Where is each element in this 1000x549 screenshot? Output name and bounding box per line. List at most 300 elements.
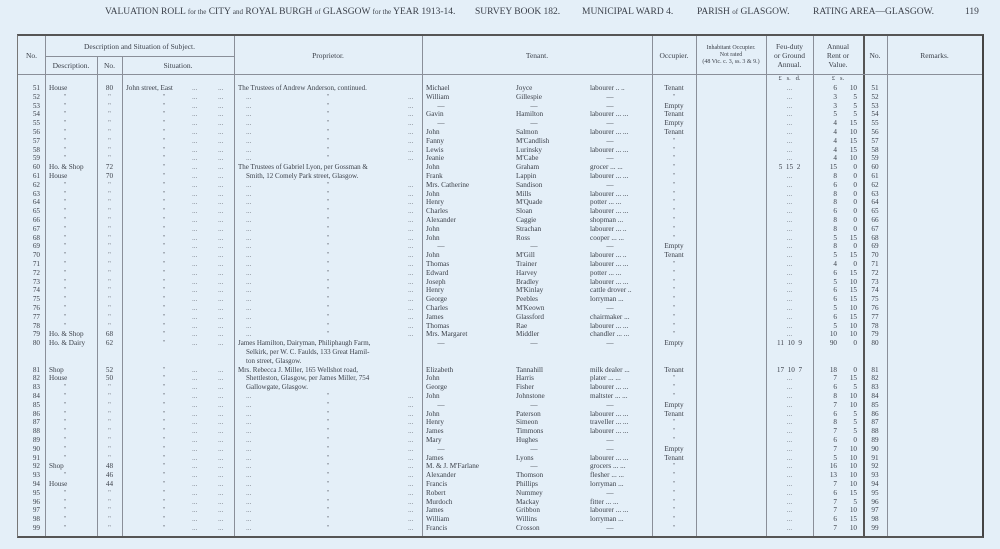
dots: ... xyxy=(246,330,252,339)
feu-duty: ... xyxy=(786,286,793,295)
house-number: " xyxy=(108,136,111,145)
proprietor: " xyxy=(326,180,330,189)
row-number: 94 xyxy=(32,480,40,488)
proprietor: " xyxy=(326,189,330,198)
header-inhabitant-occupier xyxy=(696,36,766,74)
occupier-status: " xyxy=(672,321,676,330)
rent-shillings: 15 xyxy=(849,374,857,383)
feu-duty: ... xyxy=(786,198,793,207)
tenant-surname: Crosson xyxy=(516,524,540,532)
tenant-surname: Hamilton xyxy=(516,110,544,119)
rent-pounds: 6 xyxy=(833,295,837,304)
dots: ... xyxy=(192,101,198,110)
house-number: 62 xyxy=(105,339,114,348)
dots: ... xyxy=(218,383,224,392)
proprietor: " xyxy=(326,242,330,251)
tenant-occupation: fitter ... ... xyxy=(590,497,619,506)
table-row xyxy=(18,462,982,471)
description: House xyxy=(49,172,68,180)
description: " xyxy=(63,251,67,260)
description: " xyxy=(63,488,67,497)
tenant-surname: Harvey xyxy=(516,268,538,277)
row-number: 81 xyxy=(32,365,40,374)
dots: ... xyxy=(218,339,224,348)
situation: " xyxy=(162,471,166,480)
dots: ... xyxy=(192,304,198,312)
tenant-first-name: John xyxy=(426,128,440,136)
tenant-first-name: Alexander xyxy=(426,471,456,480)
row-number-right: 76 xyxy=(871,304,879,312)
tenant-first-name: — xyxy=(437,101,445,110)
rent-pounds: 8 xyxy=(833,224,837,233)
rent-shillings: 5 xyxy=(853,101,857,110)
rent-pounds: 6 xyxy=(833,207,837,216)
dots: ... xyxy=(192,462,198,471)
proprietor: " xyxy=(326,506,330,515)
row-number: 79 xyxy=(32,330,40,339)
house-number: " xyxy=(108,207,111,216)
rent-pounds: 5 xyxy=(833,251,837,260)
situation: " xyxy=(162,374,166,383)
description: " xyxy=(63,400,67,409)
proprietor: " xyxy=(326,251,330,260)
tenant-occupation: labourer ... ... xyxy=(590,277,629,286)
tenant-surname: Willins xyxy=(516,515,537,524)
rent-shillings: 0 xyxy=(853,216,857,224)
dots: ... xyxy=(246,312,252,321)
dots: ... xyxy=(408,136,414,145)
situation: " xyxy=(162,312,166,321)
description: " xyxy=(63,189,67,198)
row-number-right: 91 xyxy=(871,453,879,462)
row-number-right: 70 xyxy=(871,251,879,260)
house-number: " xyxy=(108,268,111,277)
tenant-occupation: labourer ... .. xyxy=(590,251,627,260)
tenant-occupation: labourer ... ... xyxy=(590,427,629,436)
proprietor: " xyxy=(326,524,330,532)
situation: " xyxy=(162,480,166,488)
occupier-status: " xyxy=(672,216,676,224)
proprietor-line: ton street, Glasgow. xyxy=(246,356,302,365)
description: " xyxy=(63,119,67,128)
dots: ... xyxy=(192,374,198,383)
dots: ... xyxy=(246,471,252,480)
dots: ... xyxy=(218,189,224,198)
tenant-first-name: Frank xyxy=(426,172,443,180)
row-number-right: 94 xyxy=(871,480,879,488)
proprietor: Gallowgate, Glasgow. xyxy=(246,383,308,392)
occupier-status: " xyxy=(672,506,676,515)
tenant-occupation: potter ... ... xyxy=(590,268,622,277)
tenant-first-name: M. & J. M'Farlane xyxy=(426,462,480,471)
tenant-first-name: John xyxy=(426,374,440,383)
occupier-status: Tenant xyxy=(664,84,684,92)
proprietor: " xyxy=(326,233,330,242)
proprietor: " xyxy=(326,471,330,480)
rent-shillings: 15 xyxy=(849,145,857,154)
dots: ... xyxy=(218,418,224,427)
dots: ... xyxy=(218,462,224,471)
feu-duty: ... xyxy=(786,172,793,180)
dots: ... xyxy=(192,480,198,488)
proprietor: " xyxy=(326,277,330,286)
occupier-status: " xyxy=(672,277,676,286)
tenant-occupation: labourer ... ... xyxy=(590,409,629,418)
rent-shillings: 0 xyxy=(853,339,857,348)
tenant-surname: Gillespie xyxy=(516,92,542,101)
header-remarks: Remarks. xyxy=(920,50,949,60)
row-number: 54 xyxy=(32,110,40,119)
rent-pounds: 7 xyxy=(833,427,837,436)
row-number: 95 xyxy=(32,488,40,497)
dots: ... xyxy=(408,444,414,453)
rent-shillings: 0 xyxy=(853,163,857,172)
proprietor: " xyxy=(326,427,330,436)
tenant-first-name: Edward xyxy=(426,268,449,277)
house-number: " xyxy=(108,418,111,427)
tenant-first-name: William xyxy=(426,515,450,524)
tenant-surname: Hughes xyxy=(516,436,538,444)
situation: " xyxy=(162,488,166,497)
situation: " xyxy=(162,506,166,515)
situation: John street, East xyxy=(126,84,173,92)
tenant-first-name: Thomas xyxy=(426,260,450,268)
tenant-first-name: Charles xyxy=(426,207,448,216)
situation: " xyxy=(162,128,166,136)
occupier-status: Tenant xyxy=(664,409,684,418)
dots: ... xyxy=(218,84,224,92)
row-number-right: 64 xyxy=(871,198,879,207)
row-number: 64 xyxy=(32,198,40,207)
tenant-occupation: labourer ... .. xyxy=(590,224,627,233)
tenant-occupation: — xyxy=(606,304,614,312)
row-number: 85 xyxy=(32,400,40,409)
tenant-occupation: — xyxy=(606,101,614,110)
rent-pounds: 15 xyxy=(829,163,837,172)
occupier-status: " xyxy=(672,330,676,339)
rent-shillings: 0 xyxy=(853,224,857,233)
feu-duty: ... xyxy=(786,515,793,524)
feu-duty: ... xyxy=(786,436,793,444)
house-number: " xyxy=(108,427,111,436)
feu-duty: ... xyxy=(786,277,793,286)
proprietor: " xyxy=(326,409,330,418)
tenant-surname: M'Gill xyxy=(516,251,535,260)
row-number: 93 xyxy=(32,471,40,480)
tenant-surname: Mackay xyxy=(516,497,540,506)
dots: ... xyxy=(192,110,198,119)
tenant-occupation: — xyxy=(606,436,614,444)
description: " xyxy=(63,506,67,515)
row-number-right: 93 xyxy=(871,471,879,480)
tenant-first-name: Francis xyxy=(426,480,448,488)
row-number-right: 95 xyxy=(871,488,879,497)
rent-pounds: 4 xyxy=(833,136,837,145)
house-number: 46 xyxy=(105,471,114,480)
table-row xyxy=(18,128,982,137)
occupier-status: " xyxy=(672,304,676,312)
rent-shillings: 15 xyxy=(849,295,857,304)
row-number-right: 69 xyxy=(871,242,879,251)
row-number-right: 88 xyxy=(871,427,879,436)
row-number: 78 xyxy=(32,321,40,330)
description: House xyxy=(49,84,68,92)
rent-pounds: 6 xyxy=(833,515,837,524)
table-row xyxy=(18,374,982,383)
tenant-surname: Thomson xyxy=(516,471,544,480)
occupier-status: " xyxy=(672,471,676,480)
tenant-first-name: James xyxy=(426,312,444,321)
dots: ... xyxy=(218,444,224,453)
tenant-occupation: milk dealer ... xyxy=(590,365,630,374)
tenant-occupation: lorryman ... xyxy=(590,515,624,524)
situation: " xyxy=(162,154,166,163)
tenant-first-name: Mrs. Margaret xyxy=(426,330,468,339)
rent-shillings: 10 xyxy=(849,444,857,453)
rent-pounds: 10 xyxy=(829,330,837,339)
proprietor: " xyxy=(326,260,330,268)
rent-pounds: 6 xyxy=(833,312,837,321)
situation: " xyxy=(162,198,166,207)
tenant-first-name: Francis xyxy=(426,524,448,532)
header-feu-line3: Annual. xyxy=(777,59,802,69)
tenant-surname: — xyxy=(530,400,538,409)
rent-pounds: 18 xyxy=(829,365,837,374)
dots: ... xyxy=(408,101,414,110)
rent-pounds: 7 xyxy=(833,444,837,453)
situation: " xyxy=(162,321,166,330)
table-row xyxy=(18,260,982,269)
feu-duty: ... xyxy=(786,154,793,163)
dots: ... xyxy=(246,145,252,154)
occupier-status: Empty xyxy=(664,242,684,251)
header-description: Description. xyxy=(52,60,90,70)
dots: ... xyxy=(192,260,198,268)
rent-shillings: 10 xyxy=(849,524,857,532)
rent-shillings: 0 xyxy=(853,180,857,189)
rent-pounds: 7 xyxy=(833,480,837,488)
dots: ... xyxy=(408,216,414,224)
proprietor: " xyxy=(326,515,330,524)
dots: ... xyxy=(192,242,198,251)
description: " xyxy=(63,392,67,400)
table-row xyxy=(18,154,982,163)
dots: ... xyxy=(218,480,224,488)
house-number: " xyxy=(108,312,111,321)
header-inhabitant-line1: Inhabitant Occupier. xyxy=(706,44,756,51)
tenant-occupation: labourer ... ... xyxy=(590,506,629,515)
tenant-surname: Caggie xyxy=(516,216,537,224)
rent-pounds: 8 xyxy=(833,189,837,198)
dots: ... xyxy=(218,312,224,321)
tenant-first-name: Alexander xyxy=(426,216,456,224)
tenant-surname: Phillips xyxy=(516,480,538,488)
situation: " xyxy=(162,268,166,277)
dots: ... xyxy=(246,180,252,189)
description: " xyxy=(63,497,67,506)
dots: ... xyxy=(192,427,198,436)
dots: ... xyxy=(218,136,224,145)
tenant-first-name: — xyxy=(437,242,445,251)
situation: " xyxy=(162,233,166,242)
rent-pounds: 6 xyxy=(833,286,837,295)
tenant-surname: Joyce xyxy=(516,84,533,92)
feu-duty: 11 10 9 xyxy=(777,339,802,348)
dots: ... xyxy=(246,427,252,436)
house-number: " xyxy=(108,304,111,312)
table-row xyxy=(18,322,982,331)
description: House xyxy=(49,374,68,383)
survey-book: SURVEY BOOK 182. xyxy=(475,7,561,17)
occupier-status: " xyxy=(672,436,676,444)
dots: ... xyxy=(218,180,224,189)
tenant-occupation: grocer ... ... xyxy=(590,163,623,172)
rent-pounds: 6 xyxy=(833,409,837,418)
rent-pounds: 4 xyxy=(833,260,837,268)
house-number: " xyxy=(108,436,111,444)
rent-shillings: 15 xyxy=(849,286,857,295)
situation: " xyxy=(162,418,166,427)
table-row xyxy=(18,286,982,295)
rent-pounds: 4 xyxy=(833,154,837,163)
description: " xyxy=(63,304,67,312)
dots: ... xyxy=(246,277,252,286)
feu-units: £ s. d. xyxy=(778,75,801,82)
description: " xyxy=(63,92,67,101)
house-number: " xyxy=(108,224,111,233)
situation: " xyxy=(162,497,166,506)
tenant-surname: M'Cabe xyxy=(516,154,539,163)
dots: ... xyxy=(246,128,252,136)
dots: ... xyxy=(408,233,414,242)
dots: ... xyxy=(246,295,252,304)
header-inhabitant-line3: (48 Vic. c. 3, ss. 3 & 9.) xyxy=(702,58,760,65)
description: " xyxy=(63,383,67,392)
dots: ... xyxy=(218,163,224,172)
rent-pounds: 6 xyxy=(833,436,837,444)
dots: ... xyxy=(408,524,414,532)
row-number: 65 xyxy=(32,207,40,216)
table-row xyxy=(18,269,982,278)
feu-duty: ... xyxy=(786,418,793,427)
tenant-first-name: Charles xyxy=(426,304,448,312)
tenant-occupation: potter ... ... xyxy=(590,198,622,207)
house-number: " xyxy=(108,251,111,260)
table-row xyxy=(18,295,982,304)
row-number-right: 67 xyxy=(871,224,879,233)
dots: ... xyxy=(218,216,224,224)
dots: ... xyxy=(192,233,198,242)
rent-shillings: 0 xyxy=(853,436,857,444)
rent-shillings: 10 xyxy=(849,330,857,339)
tenant-first-name: George xyxy=(426,295,448,304)
feu-duty: ... xyxy=(786,304,793,312)
row-number-right: 72 xyxy=(871,268,879,277)
occupier-status: " xyxy=(672,312,676,321)
dots: ... xyxy=(192,216,198,224)
rating-area: RATING AREA—GLASGOW. xyxy=(813,7,935,17)
table-row xyxy=(18,84,982,93)
proprietor: " xyxy=(326,268,330,277)
dots: ... xyxy=(246,136,252,145)
dots: ... xyxy=(192,251,198,260)
tenant-surname: M'Candlish xyxy=(516,136,550,145)
tenant-surname: Paterson xyxy=(516,409,541,418)
dots: ... xyxy=(192,286,198,295)
situation: " xyxy=(162,304,166,312)
table-row xyxy=(18,163,982,172)
tenant-occupation: lorryman ... xyxy=(590,295,624,304)
situation: " xyxy=(162,216,166,224)
table-row xyxy=(18,480,982,489)
rent-pounds: 4 xyxy=(833,128,837,136)
rent-pounds: 5 xyxy=(833,453,837,462)
row-number: 58 xyxy=(32,145,40,154)
table-row xyxy=(18,524,982,533)
table-row xyxy=(18,304,982,313)
tenant-first-name: William xyxy=(426,92,450,101)
rent-shillings: 10 xyxy=(849,154,857,163)
description: Shop xyxy=(49,462,64,471)
feu-duty: 5 15 2 xyxy=(778,163,801,172)
proprietor: " xyxy=(326,136,330,145)
house-number: " xyxy=(108,506,111,515)
row-number: 88 xyxy=(32,427,40,436)
occupier-status: " xyxy=(672,374,676,383)
rent-shillings: 15 xyxy=(849,515,857,524)
dots: ... xyxy=(218,198,224,207)
dots: ... xyxy=(192,497,198,506)
dots: ... xyxy=(408,330,414,339)
row-number-right: 71 xyxy=(871,260,879,268)
house-number: " xyxy=(108,497,111,506)
row-number: 71 xyxy=(32,260,40,268)
dots: ... xyxy=(218,154,224,163)
tenant-first-name: John xyxy=(426,224,440,233)
occupier-status: " xyxy=(672,224,676,233)
situation: " xyxy=(162,524,166,532)
dots: ... xyxy=(192,180,198,189)
house-number: 48 xyxy=(105,462,114,471)
occupier-status: Tenant xyxy=(664,251,684,260)
rent-shillings: 5 xyxy=(853,110,857,119)
dots: ... xyxy=(192,506,198,515)
rent-pounds: 16 xyxy=(829,462,837,471)
house-number: " xyxy=(108,400,111,409)
house-number: " xyxy=(108,321,111,330)
description: " xyxy=(63,180,67,189)
dots: ... xyxy=(218,224,224,233)
dots: ... xyxy=(192,339,198,348)
tenant-surname: Glassford xyxy=(516,312,544,321)
table-row xyxy=(18,216,982,225)
tenant-occupation: traveller ... ... xyxy=(590,418,629,427)
row-number: 59 xyxy=(32,154,40,163)
situation: " xyxy=(162,444,166,453)
dots: ... xyxy=(408,180,414,189)
rent-pounds: 8 xyxy=(833,216,837,224)
dots: ... xyxy=(218,497,224,506)
tenant-occupation: — xyxy=(606,136,614,145)
proprietor: " xyxy=(326,128,330,136)
situation: " xyxy=(162,462,166,471)
tenant-occupation: labourer ... ... xyxy=(590,321,629,330)
row-number: 62 xyxy=(32,180,40,189)
row-number: 70 xyxy=(32,251,40,260)
tenant-first-name: Henry xyxy=(426,286,444,295)
proprietor-line: James Hamilton, Dairyman, Philiphaugh Farm, xyxy=(238,339,371,348)
tenant-first-name: Mary xyxy=(426,436,442,444)
